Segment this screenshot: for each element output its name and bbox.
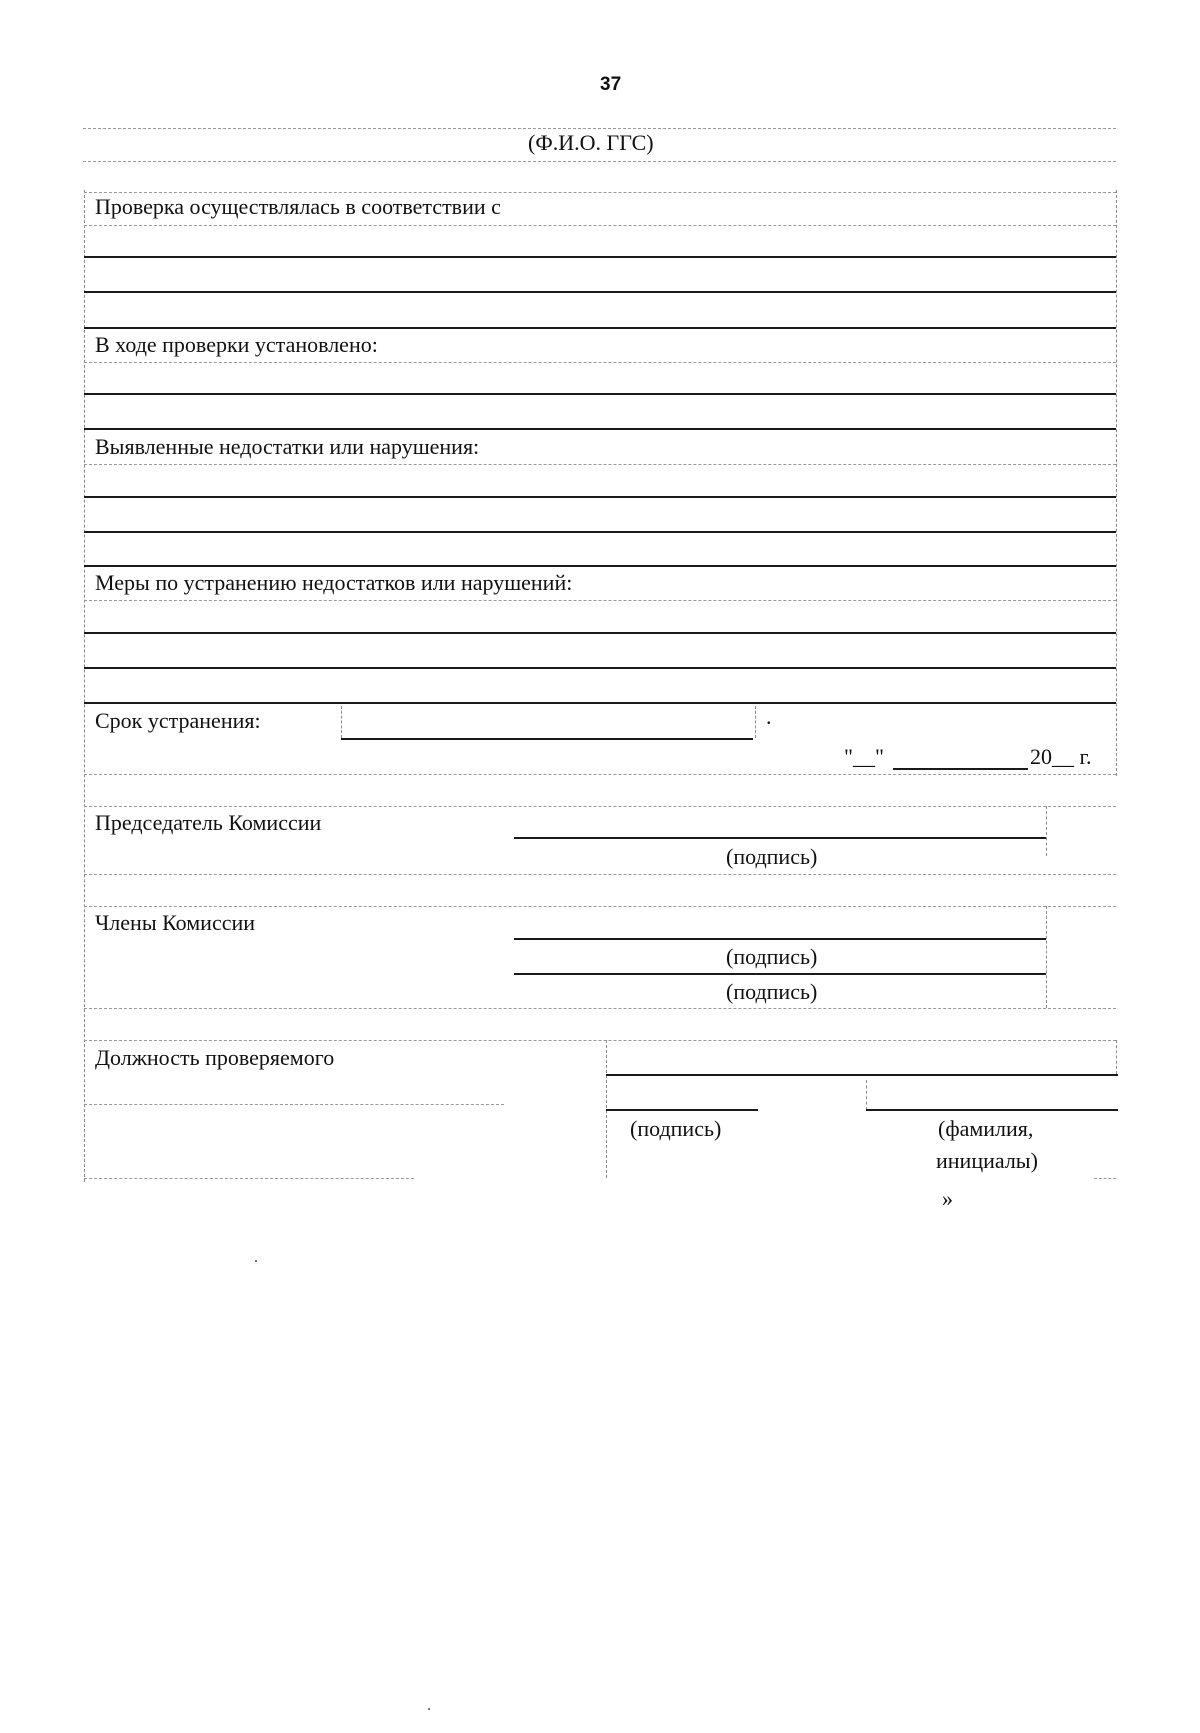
inspected-name-line[interactable] [866,1109,1118,1111]
scan-speck [428,1708,430,1710]
date-month-line[interactable] [893,768,1028,770]
member-signature-line-2[interactable] [514,973,1046,975]
measures-line-1[interactable] [84,632,1116,634]
basis-line-2[interactable] [84,291,1116,293]
measures-dashed-rule [84,600,1116,601]
deficiencies-dashed-rule [84,464,1116,465]
chairman-top-rule [84,806,1116,807]
inspected-box-right [1116,1040,1117,1074]
inspected-dashed-rule [84,1104,504,1105]
chairman-bottom-rule [84,874,1116,875]
established-dashed-rule [84,362,1116,363]
closing-quote: » [942,1186,953,1211]
inspected-name-caption-1: (фамилия, [938,1116,1034,1141]
members-bottom-rule [84,1008,1116,1009]
header-bottom-rule [83,161,1116,162]
inspected-bottom-rule [84,1178,414,1179]
deadline-label: Срок устранения: [95,708,261,733]
date-dashed-rule [84,774,1116,775]
chairman-box-right [1046,806,1047,856]
deficiencies-line-1[interactable] [84,496,1116,498]
chairman-label: Председатель Комиссии [95,810,322,835]
date-day-quote: "__" [844,744,884,769]
established-line-1[interactable] [84,393,1116,395]
basis-line-3[interactable] [84,327,1116,329]
basis-top-rule [84,192,1116,193]
measures-line-3[interactable] [84,702,1116,704]
deficiencies-label: Выявленные недостатки или нарушения: [95,434,480,459]
page-number: 37 [600,74,622,95]
inspected-name-box-left [866,1080,867,1110]
member-caption-1: (подпись) [726,944,818,969]
deadline-box-right [755,706,756,738]
scan-speck [255,1260,257,1262]
members-top-rule [84,906,1116,907]
basis-label: Проверка осуществлялась в соответствии с [95,194,501,219]
basis-line-1[interactable] [84,256,1116,258]
members-label: Члены Комиссии [95,910,256,935]
member-signature-line-1[interactable] [514,938,1046,940]
basis-dashed-rule [84,225,1116,226]
inspected-position-label: Должность проверяемого [95,1045,335,1070]
established-label: В ходе проверки установлено: [95,332,378,357]
member-caption-2: (подпись) [726,979,818,1004]
deadline-field-line[interactable] [341,738,753,740]
inspected-top-rule [84,1040,1116,1041]
members-box-right [1046,906,1047,1008]
frame-left-edge [84,190,85,1182]
deadline-period: . [766,704,772,729]
inspected-position-line[interactable] [606,1074,1118,1076]
deficiencies-line-3[interactable] [84,565,1116,567]
inspected-name-caption-2: инициалы) [936,1148,1038,1173]
measures-label: Меры по устранению недостатков или нарушений: [95,570,573,595]
date-year: 20__ г. [1030,744,1092,769]
fio-caption: (Ф.И.О. ГГС) [528,130,654,155]
measures-line-2[interactable] [84,667,1116,669]
established-line-2[interactable] [84,428,1116,430]
deficiencies-line-2[interactable] [84,531,1116,533]
chairman-caption: (подпись) [726,844,818,869]
inspected-bottom-rule-right [1094,1178,1116,1179]
frame-right-edge [1116,190,1117,776]
chairman-signature-line[interactable] [514,837,1046,839]
deadline-box-left [341,706,342,738]
header-top-rule [83,128,1116,129]
inspected-sign-caption: (подпись) [630,1116,722,1141]
inspected-signature-line[interactable] [606,1109,758,1111]
